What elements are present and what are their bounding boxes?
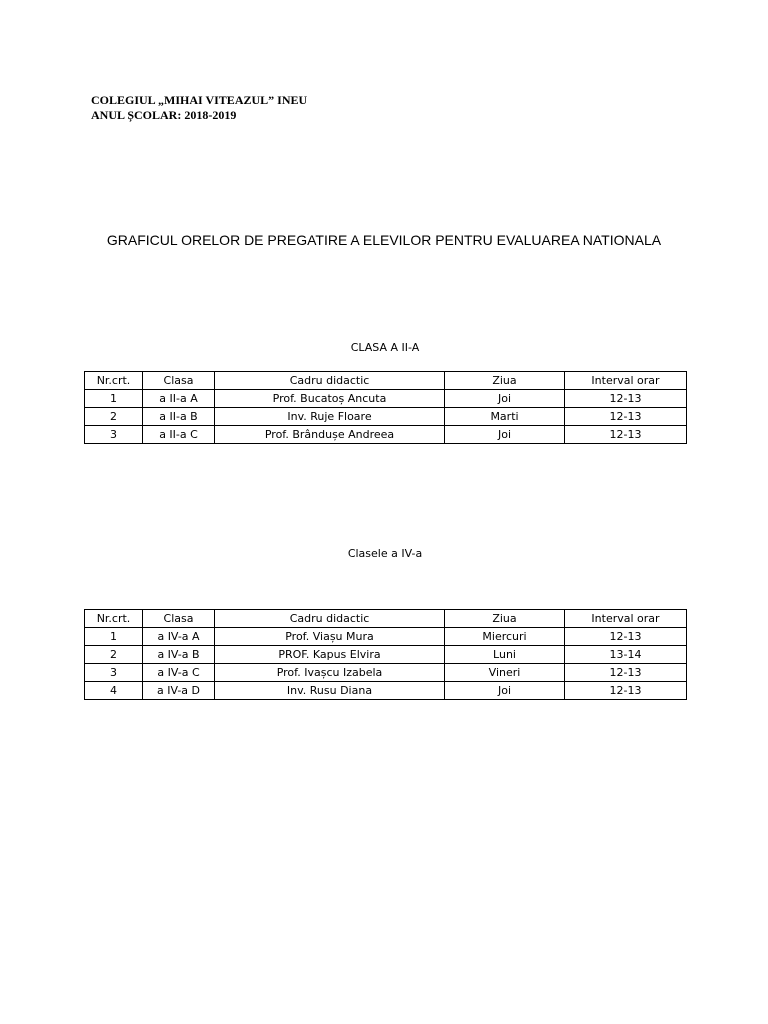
- column-header-cadru-didactic: Cadru didactic: [215, 610, 445, 628]
- cell-ziua: Vineri: [445, 664, 565, 682]
- cell-cadru-didactic: Inv. Ruje Floare: [215, 408, 445, 426]
- schedule-table-clasele-a-iv-a: [84, 609, 687, 700]
- school-year: ANUL ȘCOLAR: 2018-2019: [91, 108, 237, 122]
- cell-nr: 4: [85, 682, 143, 700]
- cell-clasa: a II-a A: [143, 390, 215, 408]
- table-row: [85, 408, 687, 426]
- cell-clasa: a IV-a B: [143, 646, 215, 664]
- column-header-ziua: Ziua: [445, 372, 565, 390]
- cell-cadru-didactic: Prof. Bucatoș Ancuta: [215, 390, 445, 408]
- cell-clasa: a IV-a C: [143, 664, 215, 682]
- table-row: [85, 390, 687, 408]
- cell-cadru-didactic: Prof. Ivașcu Izabela: [215, 664, 445, 682]
- table-row: [85, 628, 687, 646]
- cell-clasa: a II-a C: [143, 426, 215, 444]
- page-title: GRAFICUL ORELOR DE PREGATIRE A ELEVILOR PENTRU EVALUAREA NATIONALA: [106, 232, 662, 248]
- table-header-row: [85, 372, 687, 390]
- cell-nr: 2: [85, 646, 143, 664]
- cell-nr: 1: [85, 628, 143, 646]
- cell-nr: 3: [85, 426, 143, 444]
- cell-nr: 3: [85, 664, 143, 682]
- column-header-cadru-didactic: Cadru didactic: [215, 372, 445, 390]
- cell-cadru-didactic: Prof. Viașu Mura: [215, 628, 445, 646]
- section-title-clasa-a-ii-a: CLASA A II-A: [350, 341, 420, 354]
- cell-cadru-didactic: PROF. Kapus Elvira: [215, 646, 445, 664]
- column-header-interval-orar: Interval orar: [565, 610, 687, 628]
- section-title-clasele-a-iv-a: Clasele a IV-a: [347, 547, 423, 560]
- cell-interval-orar: 12-13: [565, 664, 687, 682]
- cell-clasa: a IV-a A: [143, 628, 215, 646]
- column-header-clasa: Clasa: [143, 372, 215, 390]
- table-row: [85, 426, 687, 444]
- column-header-nr: Nr.crt.: [85, 372, 143, 390]
- cell-interval-orar: 12-13: [565, 408, 687, 426]
- cell-interval-orar: 12-13: [565, 682, 687, 700]
- school-name: COLEGIUL „MIHAI VITEAZUL” INEU: [91, 93, 308, 107]
- cell-clasa: a II-a B: [143, 408, 215, 426]
- column-header-clasa: Clasa: [143, 610, 215, 628]
- table-row: [85, 682, 687, 700]
- cell-nr: 1: [85, 390, 143, 408]
- cell-nr: 2: [85, 408, 143, 426]
- cell-interval-orar: 12-13: [565, 628, 687, 646]
- cell-ziua: Joi: [445, 426, 565, 444]
- schedule-table-clasa-a-ii-a: [84, 371, 687, 444]
- cell-interval-orar: 12-13: [565, 390, 687, 408]
- table-header-row: [85, 610, 687, 628]
- cell-ziua: Joi: [445, 682, 565, 700]
- cell-ziua: Luni: [445, 646, 565, 664]
- cell-interval-orar: 13-14: [565, 646, 687, 664]
- column-header-ziua: Ziua: [445, 610, 565, 628]
- table-row: [85, 664, 687, 682]
- column-header-nr: Nr.crt.: [85, 610, 143, 628]
- cell-ziua: Joi: [445, 390, 565, 408]
- cell-interval-orar: 12-13: [565, 426, 687, 444]
- column-header-interval-orar: Interval orar: [565, 372, 687, 390]
- cell-cadru-didactic: Prof. Brândușe Andreea: [215, 426, 445, 444]
- cell-ziua: Marti: [445, 408, 565, 426]
- document-header: [91, 93, 307, 123]
- cell-cadru-didactic: Inv. Rusu Diana: [215, 682, 445, 700]
- cell-clasa: a IV-a D: [143, 682, 215, 700]
- table-row: [85, 646, 687, 664]
- cell-ziua: Miercuri: [445, 628, 565, 646]
